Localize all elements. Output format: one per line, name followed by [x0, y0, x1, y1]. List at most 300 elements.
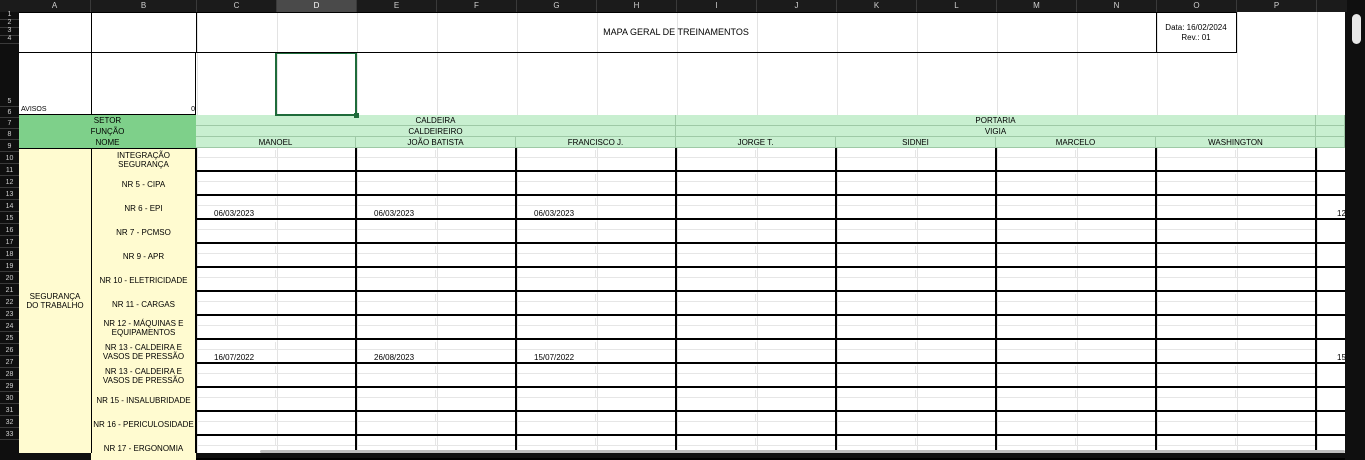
row-header-29[interactable]: 29: [0, 380, 19, 392]
row-header-22[interactable]: 22: [0, 296, 19, 308]
input-placeholder-cell: [756, 318, 836, 326]
input-placeholder-cell: [596, 270, 676, 278]
input-placeholder-cell: [996, 342, 1076, 350]
input-placeholder-cell: [676, 390, 756, 398]
input-placeholder-cell: [756, 174, 836, 182]
input-placeholder-cell: [596, 174, 676, 182]
input-placeholder-cell: [356, 438, 436, 446]
column-header-p[interactable]: P: [1237, 0, 1317, 12]
column-header-f[interactable]: F: [437, 0, 517, 12]
input-placeholder-cell: [1236, 342, 1316, 350]
input-placeholder-cell: [676, 294, 756, 302]
input-placeholder-cell: [436, 198, 516, 206]
input-placeholder-cell: [1076, 318, 1156, 326]
header-date-rev[interactable]: [1156, 12, 1236, 53]
row-border: [196, 290, 1345, 292]
row-header-14[interactable]: 14: [0, 200, 19, 212]
row-header-21[interactable]: 21: [0, 284, 19, 296]
row-header-32[interactable]: 32: [0, 416, 19, 428]
border-line: [1236, 12, 1237, 53]
column-border: [355, 148, 357, 453]
input-placeholder-cell: [516, 222, 596, 230]
row-header-24[interactable]: 24: [0, 320, 19, 332]
column-headers: [0, 0, 1347, 12]
border-line: [196, 12, 197, 53]
training-date[interactable]: 06/03/2023: [534, 209, 575, 218]
input-placeholder-cell: [356, 294, 436, 302]
column-header-g[interactable]: G: [517, 0, 597, 12]
input-placeholder-cell: [596, 390, 676, 398]
funcao-caldeireiro[interactable]: CALDEIREIRO: [196, 126, 676, 137]
input-placeholder-cell: [916, 198, 996, 206]
training-date[interactable]: 15/07/2022: [534, 353, 575, 362]
row-header-9[interactable]: 9: [0, 140, 19, 152]
input-placeholder-cell: [996, 438, 1076, 446]
funcao-label[interactable]: FUNÇÃO: [19, 126, 196, 137]
selected-cell[interactable]: [275, 52, 357, 116]
input-placeholder-cell: [516, 174, 596, 182]
input-placeholder-cell: [436, 246, 516, 254]
input-placeholder-cell: [1076, 438, 1156, 446]
column-header-o[interactable]: O: [1157, 0, 1237, 12]
avisos-count[interactable]: 0: [191, 105, 195, 113]
input-placeholder-cell: [196, 438, 276, 446]
row-header-20[interactable]: 20: [0, 272, 19, 284]
row-header-27[interactable]: 27: [0, 356, 19, 368]
input-placeholder-cell: [836, 342, 916, 350]
column-header-d[interactable]: D: [277, 0, 357, 12]
input-placeholder-cell: [436, 414, 516, 422]
employee-name[interactable]: FRANCISCO J.: [516, 137, 676, 148]
input-placeholder-cell: [1236, 318, 1316, 326]
input-placeholder-cell: [836, 174, 916, 182]
input-placeholder-cell: [1156, 438, 1236, 446]
row-header-7[interactable]: 7: [0, 118, 19, 129]
employee-name-next[interactable]: [1316, 137, 1345, 148]
input-placeholder-cell: [756, 150, 836, 158]
input-placeholder-cell: [516, 294, 596, 302]
employee-name[interactable]: SIDNEI: [836, 137, 996, 148]
header-date: Data: 16/02/2024: [1165, 22, 1227, 32]
border-line: [91, 148, 92, 453]
input-placeholder-cell: [1236, 366, 1316, 374]
input-placeholder-cell: [916, 390, 996, 398]
row-header-5[interactable]: 5: [0, 44, 19, 107]
training-date[interactable]: 06/03/2023: [214, 209, 255, 218]
row-border: [196, 314, 1345, 316]
input-placeholder-cell: [836, 246, 916, 254]
input-placeholder-cell: [596, 438, 676, 446]
row-border: [196, 362, 1345, 364]
input-placeholder-cell: [436, 318, 516, 326]
training-date-overflow[interactable]: 15: [1337, 353, 1346, 362]
row-border: [196, 242, 1345, 244]
row-border: [196, 170, 1345, 172]
input-placeholder-cell: [276, 366, 356, 374]
column-header-m[interactable]: M: [997, 0, 1077, 12]
input-placeholder-cell: [996, 222, 1076, 230]
row-border: [196, 338, 1345, 340]
row-header-26[interactable]: 26: [0, 344, 19, 356]
column-header-h[interactable]: H: [597, 0, 677, 12]
sheet-title[interactable]: MAPA GERAL DE TREINAMENTOS: [603, 27, 749, 37]
input-placeholder-cell: [916, 270, 996, 278]
input-placeholder-cell: [1236, 174, 1316, 182]
input-placeholder-cell: [1236, 438, 1316, 446]
input-placeholder-cell: [196, 246, 276, 254]
input-placeholder-cell: [1076, 246, 1156, 254]
input-placeholder-cell: [756, 222, 836, 230]
training-name[interactable]: NR 13 - CALDEIRA E VASOS DE PRESSÃO: [91, 340, 196, 364]
input-placeholder-cell: [596, 294, 676, 302]
column-header-c[interactable]: C: [197, 0, 277, 12]
input-placeholder-cell: [996, 414, 1076, 422]
input-placeholder-cell: [756, 438, 836, 446]
row-border: [196, 410, 1345, 412]
employee-name[interactable]: MANOEL: [196, 137, 356, 148]
row-header-16[interactable]: 16: [0, 224, 19, 236]
input-placeholder-cell: [756, 366, 836, 374]
input-placeholder-cell: [516, 318, 596, 326]
setor-portaria[interactable]: PORTARIA: [676, 115, 1316, 126]
setor-next[interactable]: [1316, 115, 1345, 126]
input-placeholder-cell: [836, 366, 916, 374]
row-border: [196, 194, 1345, 196]
training-name[interactable]: NR 11 - CARGAS: [91, 292, 196, 316]
input-placeholder-cell: [916, 342, 996, 350]
input-placeholder-cell: [436, 270, 516, 278]
input-placeholder-cell: [1156, 294, 1236, 302]
employee-name[interactable]: WASHINGTON: [1156, 137, 1316, 148]
input-placeholder-cell: [596, 198, 676, 206]
input-placeholder-cell: [356, 150, 436, 158]
input-placeholder-cell: [756, 198, 836, 206]
column-border: [195, 148, 197, 453]
input-placeholder-cell: [676, 414, 756, 422]
input-placeholder-cell: [756, 342, 836, 350]
training-date[interactable]: 06/03/2023: [374, 209, 415, 218]
input-placeholder-cell: [516, 342, 596, 350]
avisos-label[interactable]: AVISOS: [21, 105, 47, 113]
training-name[interactable]: NR 10 - ELETRICIDADE: [91, 268, 196, 292]
input-placeholder-cell: [836, 438, 916, 446]
vertical-scrollbar[interactable]: [1348, 0, 1365, 453]
input-placeholder-cell: [276, 150, 356, 158]
header-rev: Rev.: 01: [1181, 32, 1211, 42]
input-placeholder-cell: [1156, 198, 1236, 206]
input-placeholder-cell: [996, 246, 1076, 254]
border-line: [19, 114, 196, 115]
employee-name[interactable]: JOÃO BATISTA: [356, 137, 516, 148]
input-placeholder-cell: [516, 150, 596, 158]
input-placeholder-cell: [196, 294, 276, 302]
input-placeholder-cell: [356, 342, 436, 350]
input-placeholder-cell: [436, 390, 516, 398]
row-header-23[interactable]: 23: [0, 308, 19, 320]
input-placeholder-cell: [356, 222, 436, 230]
input-placeholder-cell: [596, 318, 676, 326]
row-header-19[interactable]: 19: [0, 260, 19, 272]
input-placeholder-cell: [1156, 390, 1236, 398]
input-placeholder-cell: [596, 222, 676, 230]
input-placeholder-cell: [676, 438, 756, 446]
input-placeholder-cell: [916, 246, 996, 254]
input-placeholder-cell: [1076, 390, 1156, 398]
input-placeholder-cell: [916, 438, 996, 446]
category-cell[interactable]: SEGURANÇA DO TRABALHO: [19, 148, 91, 453]
input-placeholder-cell: [276, 294, 356, 302]
input-placeholder-cell: [356, 414, 436, 422]
input-placeholder-cell: [356, 174, 436, 182]
row-border: [196, 434, 1345, 436]
row-header-18[interactable]: 18: [0, 248, 19, 260]
input-placeholder-cell: [676, 246, 756, 254]
training-name[interactable]: NR 12 - MÁQUINAS E EQUIPAMENTOS: [91, 316, 196, 340]
input-placeholder-cell: [516, 366, 596, 374]
training-name[interactable]: NR 16 - PERICULOSIDADE: [91, 412, 196, 436]
funcao-vigia[interactable]: VIGIA: [676, 126, 1316, 137]
row-header-12[interactable]: 12: [0, 176, 19, 188]
training-date-overflow[interactable]: 12: [1337, 209, 1346, 218]
input-placeholder-cell: [196, 150, 276, 158]
column-header-a[interactable]: A: [19, 0, 91, 12]
border-line: [1156, 12, 1157, 53]
training-name[interactable]: NR 7 - PCMSO: [91, 220, 196, 244]
spreadsheet-grid[interactable]: [19, 12, 1345, 453]
input-placeholder-cell: [996, 318, 1076, 326]
input-placeholder-cell: [996, 198, 1076, 206]
employee-name[interactable]: JORGE T.: [676, 137, 836, 148]
border-line: [19, 12, 1236, 13]
setor-label[interactable]: SETOR: [19, 115, 196, 126]
row-header-3[interactable]: 3: [0, 28, 19, 36]
border-line: [91, 53, 92, 115]
input-placeholder-cell: [1236, 246, 1316, 254]
input-placeholder-cell: [196, 390, 276, 398]
input-placeholder-cell: [276, 246, 356, 254]
input-placeholder-cell: [596, 150, 676, 158]
input-placeholder-cell: [276, 438, 356, 446]
input-placeholder-cell: [1156, 246, 1236, 254]
input-placeholder-cell: [276, 390, 356, 398]
column-header-l[interactable]: L: [917, 0, 997, 12]
row-border: [196, 266, 1345, 268]
column-border: [995, 148, 997, 453]
input-placeholder-cell: [916, 414, 996, 422]
input-placeholder-cell: [356, 270, 436, 278]
input-placeholder-cell: [196, 174, 276, 182]
border-line: [19, 52, 1236, 53]
input-placeholder-cell: [916, 366, 996, 374]
row-border: [196, 386, 1345, 388]
input-placeholder-cell: [196, 366, 276, 374]
input-placeholder-cell: [436, 294, 516, 302]
row-border: [196, 218, 1345, 220]
input-placeholder-cell: [996, 270, 1076, 278]
input-placeholder-cell: [276, 174, 356, 182]
input-placeholder-cell: [436, 366, 516, 374]
input-placeholder-cell: [516, 390, 596, 398]
input-placeholder-cell: [596, 342, 676, 350]
border-line: [91, 12, 92, 53]
row-header-6[interactable]: 6: [0, 107, 19, 118]
input-placeholder-cell: [1236, 390, 1316, 398]
input-placeholder-cell: [276, 270, 356, 278]
input-placeholder-cell: [516, 198, 596, 206]
column-border: [675, 148, 677, 453]
input-placeholder-cell: [1156, 174, 1236, 182]
border-line: [19, 148, 196, 149]
input-placeholder-cell: [836, 150, 916, 158]
input-placeholder-cell: [1156, 366, 1236, 374]
input-placeholder-cell: [1156, 342, 1236, 350]
input-placeholder-cell: [676, 174, 756, 182]
input-placeholder-cell: [836, 294, 916, 302]
setor-caldeira[interactable]: CALDEIRA: [196, 115, 676, 126]
input-placeholder-cell: [276, 414, 356, 422]
column-border: [1155, 148, 1157, 453]
input-placeholder-cell: [916, 222, 996, 230]
input-placeholder-cell: [276, 318, 356, 326]
training-name[interactable]: NR 15 - INSALUBRIDADE: [91, 388, 196, 412]
vertical-scroll-thumb[interactable]: [1352, 14, 1361, 44]
row-header-31[interactable]: 31: [0, 404, 19, 416]
input-placeholder-cell: [436, 342, 516, 350]
input-placeholder-cell: [836, 414, 916, 422]
input-placeholder-cell: [1236, 222, 1316, 230]
input-placeholder-cell: [836, 222, 916, 230]
training-name[interactable]: NR 5 - CIPA: [91, 172, 196, 196]
input-placeholder-cell: [436, 174, 516, 182]
input-placeholder-cell: [516, 438, 596, 446]
input-placeholder-cell: [196, 270, 276, 278]
input-placeholder-cell: [356, 390, 436, 398]
column-header-b[interactable]: B: [91, 0, 197, 12]
input-placeholder-cell: [196, 198, 276, 206]
input-placeholder-cell: [1236, 294, 1316, 302]
input-placeholder-cell: [916, 174, 996, 182]
input-placeholder-cell: [276, 198, 356, 206]
input-placeholder-cell: [676, 150, 756, 158]
row-header-11[interactable]: 11: [0, 164, 19, 176]
fill-handle[interactable]: [354, 113, 359, 118]
input-placeholder-cell: [596, 246, 676, 254]
row-header-10[interactable]: 10: [0, 152, 19, 164]
row-header-2[interactable]: 2: [0, 20, 19, 28]
training-date[interactable]: 16/07/2022: [214, 353, 255, 362]
horizontal-scrollbar[interactable]: [260, 450, 1345, 453]
input-placeholder-cell: [676, 222, 756, 230]
column-header-i[interactable]: I: [677, 0, 757, 12]
row-header-13[interactable]: 13: [0, 188, 19, 200]
input-placeholder-cell: [756, 390, 836, 398]
row-header-8[interactable]: 8: [0, 129, 19, 140]
input-placeholder-cell: [916, 318, 996, 326]
input-placeholder-cell: [1236, 270, 1316, 278]
row-header-15[interactable]: 15: [0, 212, 19, 224]
input-placeholder-cell: [596, 366, 676, 374]
input-placeholder-cell: [516, 246, 596, 254]
input-placeholder-cell: [996, 294, 1076, 302]
input-placeholder-cell: [1076, 174, 1156, 182]
column-header-k[interactable]: K: [837, 0, 917, 12]
training-name[interactable]: INTEGRAÇÃO SEGURANÇA: [91, 148, 196, 172]
input-placeholder-cell: [1076, 198, 1156, 206]
row-header-4[interactable]: 4: [0, 36, 19, 44]
input-placeholder-cell: [196, 342, 276, 350]
column-header-n[interactable]: N: [1077, 0, 1157, 12]
input-placeholder-cell: [916, 150, 996, 158]
row-header-30[interactable]: 30: [0, 392, 19, 404]
input-placeholder-cell: [276, 222, 356, 230]
input-placeholder-cell: [996, 366, 1076, 374]
training-name[interactable]: NR 6 - EPI: [91, 196, 196, 220]
input-placeholder-cell: [1076, 414, 1156, 422]
column-header-j[interactable]: J: [757, 0, 837, 12]
input-placeholder-cell: [836, 270, 916, 278]
column-border: [515, 148, 517, 453]
border-line: [195, 53, 196, 115]
input-placeholder-cell: [1156, 318, 1236, 326]
training-name[interactable]: NR 17 - ERGONOMIA: [91, 436, 196, 460]
input-placeholder-cell: [676, 342, 756, 350]
row-header-1[interactable]: 1: [0, 12, 19, 20]
input-placeholder-cell: [676, 270, 756, 278]
funcao-next[interactable]: [1316, 126, 1345, 137]
input-placeholder-cell: [676, 318, 756, 326]
input-placeholder-cell: [836, 198, 916, 206]
column-border: [835, 148, 837, 453]
input-placeholder-cell: [1076, 222, 1156, 230]
input-placeholder-cell: [756, 270, 836, 278]
input-placeholder-cell: [1076, 270, 1156, 278]
row-header-33[interactable]: 33: [0, 428, 19, 440]
input-placeholder-cell: [756, 246, 836, 254]
column-header-e[interactable]: E: [357, 0, 437, 12]
training-name[interactable]: NR 13 - CALDEIRA E VASOS DE PRESSÃO: [91, 364, 196, 388]
input-placeholder-cell: [1156, 222, 1236, 230]
input-placeholder-cell: [436, 222, 516, 230]
input-placeholder-cell: [356, 366, 436, 374]
input-placeholder-cell: [596, 414, 676, 422]
input-placeholder-cell: [836, 390, 916, 398]
input-placeholder-cell: [1236, 414, 1316, 422]
input-placeholder-cell: [756, 414, 836, 422]
row-header-28[interactable]: 28: [0, 368, 19, 380]
input-placeholder-cell: [676, 366, 756, 374]
input-placeholder-cell: [1076, 366, 1156, 374]
input-placeholder-cell: [836, 318, 916, 326]
input-placeholder-cell: [196, 222, 276, 230]
employee-name[interactable]: MARCELO: [996, 137, 1156, 148]
input-placeholder-cell: [276, 342, 356, 350]
input-placeholder-cell: [996, 174, 1076, 182]
input-placeholder-cell: [516, 414, 596, 422]
input-placeholder-cell: [996, 390, 1076, 398]
input-placeholder-cell: [436, 150, 516, 158]
input-placeholder-cell: [1236, 198, 1316, 206]
row-header-17[interactable]: 17: [0, 236, 19, 248]
training-date[interactable]: 26/08/2023: [374, 353, 415, 362]
input-placeholder-cell: [916, 294, 996, 302]
training-name[interactable]: NR 9 - APR: [91, 244, 196, 268]
input-placeholder-cell: [436, 438, 516, 446]
input-placeholder-cell: [516, 270, 596, 278]
nome-label[interactable]: NOME: [19, 137, 196, 148]
input-placeholder-cell: [1156, 150, 1236, 158]
input-placeholder-cell: [676, 198, 756, 206]
row-header-25[interactable]: 25: [0, 332, 19, 344]
